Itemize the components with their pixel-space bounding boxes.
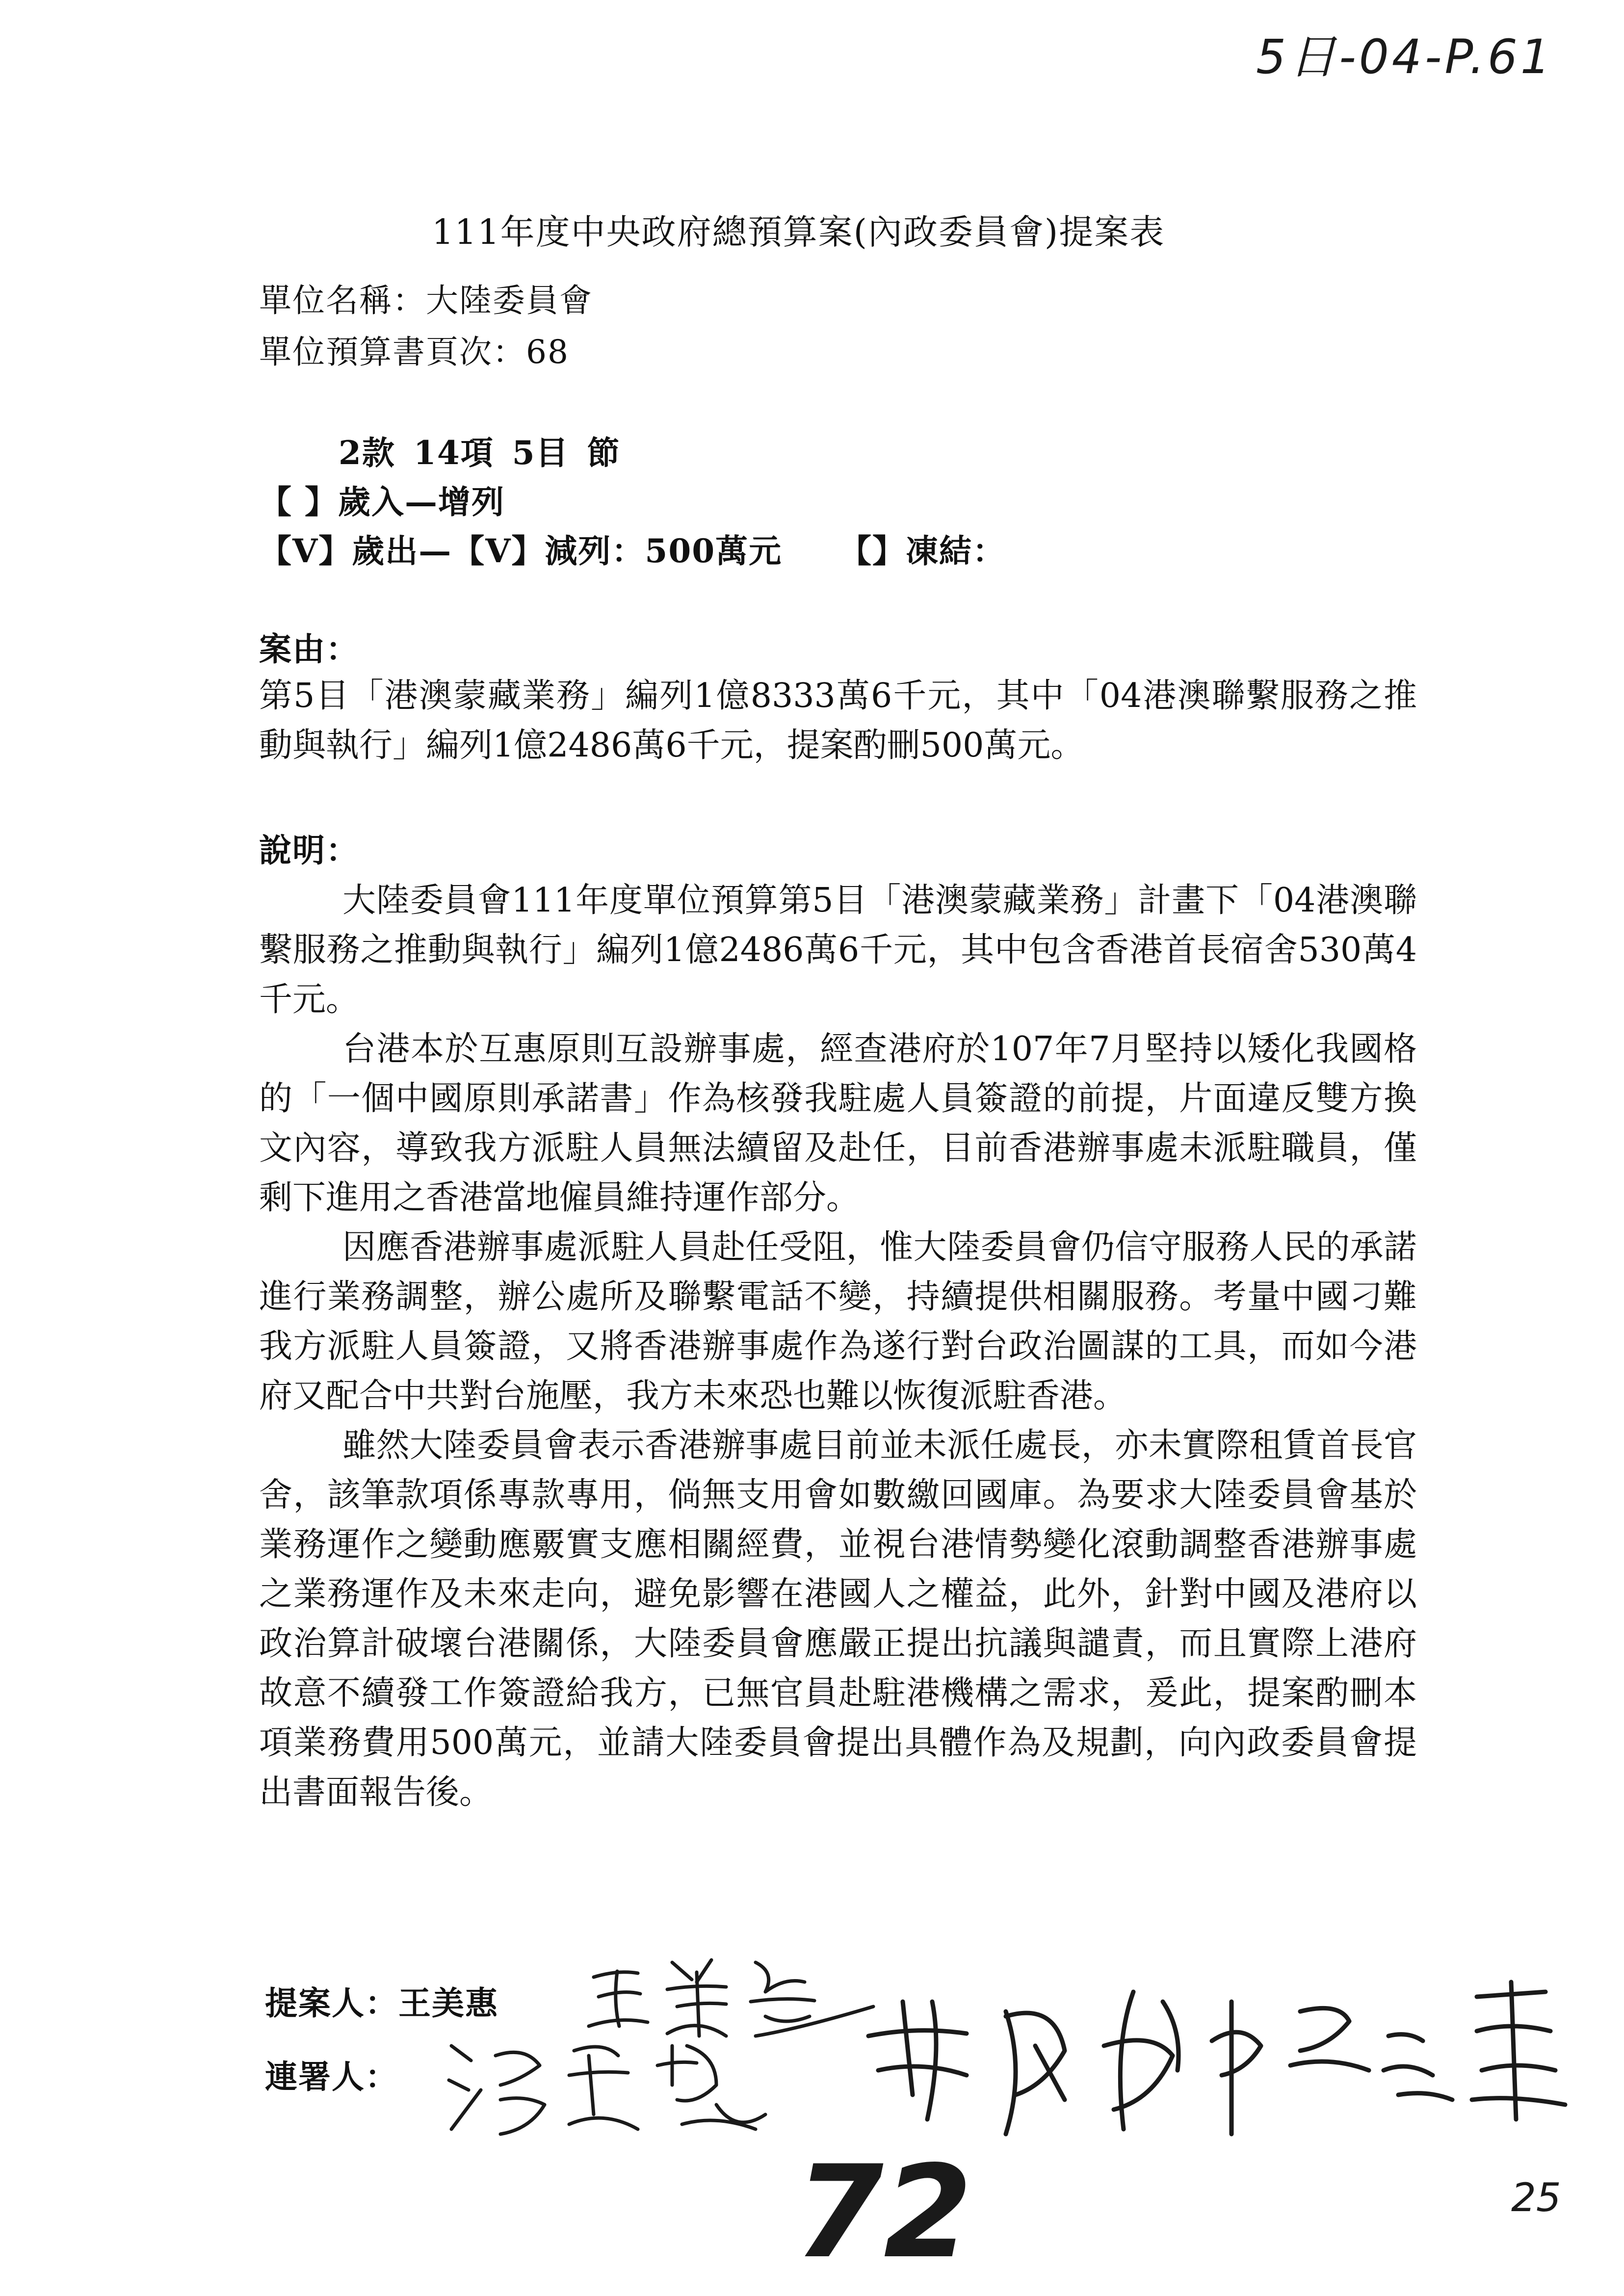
- expenditure-line: 【V】歲出—【V】減列：500萬元: [259, 532, 783, 570]
- revenue-line: 【 】歲入—增列: [259, 483, 505, 521]
- page-reference: 5日-04-P.61: [1256, 29, 1553, 84]
- budget-section: 2款 14項 5目 節: [339, 434, 621, 472]
- reason-heading: 案由：: [259, 630, 359, 668]
- handwritten-number-small: 25: [1511, 2175, 1561, 2220]
- explanation-paragraph: 台港本於互惠原則互設辦事處，經查港府於107年7月堅持以矮化我國格的「一個中國原則承諾書」作為核發我駐處人員簽證的前提，片面違反雙方換文內容，導致我方派駐人員無法續留及赴任，目前香港辦事處未派駐職員，僅剩下進用之香港當地僱員維持運作部分。: [259, 1030, 1417, 1217]
- explanation-body: [259, 876, 1417, 1817]
- signature-drawing: [442, 2026, 814, 2149]
- explanation-paragraph: 大陸委員會111年度單位預算第5目「港澳蒙藏業務」計畫下「04港澳聯繫服務之推動與執行」編列1億2486萬6千元，其中包含香港首長宿舍530萬4千元。: [259, 881, 1417, 1019]
- handwritten-number-large: 72: [795, 2139, 972, 2287]
- explanation-paragraph: 因應香港辦事處派駐人員赴任受阻，惟大陸委員會仍信守服務人民的承諾進行業務調整，辦公處所及聯繫電話不變，持續提供相關服務。考量中國刁難我方派駐人員簽證，又將香港辦事處作為遂行對台政治圖謀的工具，而如今港府又配合中共對台施壓，我方未來恐也難以恢復派駐香港。: [259, 1228, 1417, 1415]
- signature-drawing: [859, 1972, 1595, 2159]
- cosigner-signature-1: [442, 2026, 814, 2149]
- explanation-paragraph: 雖然大陸委員會表示香港辦事處目前並未派任處長，亦未實際租賃首長官舍，該筆款項係專款專用，倘無支用會如數繳回國庫。為要求大陸委員會基於業務運作之變動應覈實支應相關經費，並視台港情勢變化滾動調整香港辦事處之業務運作及未來走向，避免影響在港國人之權益，此外，針對中國及港府以政治算計破壞台港關係，大陸委員會應嚴正提出抗議與譴責，而且實際上港府故意不續發工作簽證給我方，已無官員赴駐港機構之需求，爰此，提案酌刪本項業務費用500萬元，並請大陸委員會提出具體作為及規劃，向內政委員會提出書面報告後。: [259, 1426, 1417, 1812]
- cosigner-label: 連署人：: [265, 2058, 398, 2096]
- freeze-line: 【】凍結：: [839, 532, 1006, 570]
- budget-page: 單位預算書頁次：68: [259, 333, 569, 371]
- reason-text-block: [259, 671, 1417, 770]
- cosigner-signature-2: [859, 1972, 1595, 2159]
- unit-name: 單位名稱：大陸委員會: [259, 282, 593, 319]
- page-title: 111年度中央政府總預算案(內政委員會)提案表: [432, 212, 1165, 252]
- proposer-label: 提案人：王美惠: [265, 1984, 498, 2022]
- explanation-heading: 說明：: [259, 831, 359, 869]
- reason-text: 第5目「港澳蒙藏業務」編列1億8333萬6千元，其中「04港澳聯繫服務之推動與執行」編列1億2486萬6千元，提案酌刪500萬元。: [259, 677, 1417, 765]
